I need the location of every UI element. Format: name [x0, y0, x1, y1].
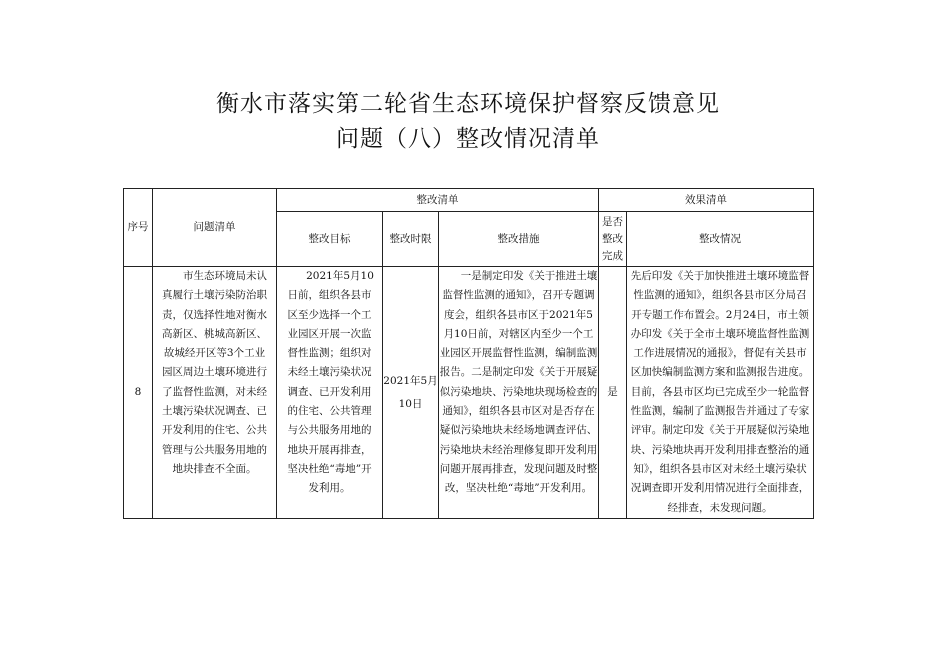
- rectification-table: [123, 188, 814, 519]
- header-deadline: 整改时限: [383, 212, 439, 267]
- row-problem: 市生态环境局未认真履行土壤污染防治职责，仅选择性地对衡水高新区、桃城高新区、故城经开区等3个工业园区周边土壤环境进行了监督性监测，对未经土壤污染状况调查、已开发利用的住宅、公共管理与公共服务用地的地块排查不全面。: [153, 267, 277, 519]
- header-completed: 是否整改完成: [599, 212, 627, 267]
- header-rectification-group: 整改清单: [277, 189, 599, 212]
- document-title-line-1: 衡水市落实第二轮省生态环境保护督察反馈意见: [216, 91, 720, 117]
- header-status: 整改情况: [627, 212, 814, 267]
- row-target: 2021年5月10日前，组织各县市区至少选择一个工业园区开展一次监督性监测；组织对未经土壤污染状况调查、已开发利用的住宅、公共管理与公共服务用地的地块开展再排查，坚决杜绝“毒地”开发利用。: [277, 267, 383, 519]
- row-deadline: 2021年5月10日: [383, 267, 439, 519]
- row-status: 先后印发《关于加快推进土壤环境监督性监测的通知》，组织各县市区分局召开专题工作布置会。2月24日，市土领办印发《关于全市土壤环境监督性监测工作进展情况的通报》，督促有关县市区加快编制监测方案和监测报告进度。目前，各县市区均已完成至少一轮监督性监测，编制了监测报告并通过了专家评审。制定印发《关于开展疑似污染地块、污染地块再开发利用排查整治的通知》，组织各县市区对未经土壤污染状况调查即开发利用情况进行全面排查，经排查，未发现问题。: [627, 267, 814, 519]
- header-measures: 整改措施: [439, 212, 599, 267]
- header-target: 整改目标: [277, 212, 383, 267]
- header-effect-group: 效果清单: [599, 189, 814, 212]
- header-problem: 问题清单: [153, 189, 277, 267]
- row-completed: 是: [599, 267, 627, 519]
- document-title-line-2: 问题（八）整改情况清单: [336, 126, 600, 152]
- header-index: 序号: [124, 189, 153, 267]
- table-row: [124, 267, 814, 519]
- row-measures: 一是制定印发《关于推进土壤监督性监测的通知》，召开专题调度会，组织各县市区于2021年5月10日前，对辖区内至少一个工业园区开展监督性监测，编制监测报告。二是制定印发《关于开展疑似污染地块、污染地块现场检查的通知》，组织各县市区对是否存在疑似污染地块未经场地调查评估、污染地块未经治理修复即开发利用问题开展再排查，发现问题及时整改，坚决杜绝“毒地”开发利用。: [439, 267, 599, 519]
- row-index: 8: [124, 267, 153, 519]
